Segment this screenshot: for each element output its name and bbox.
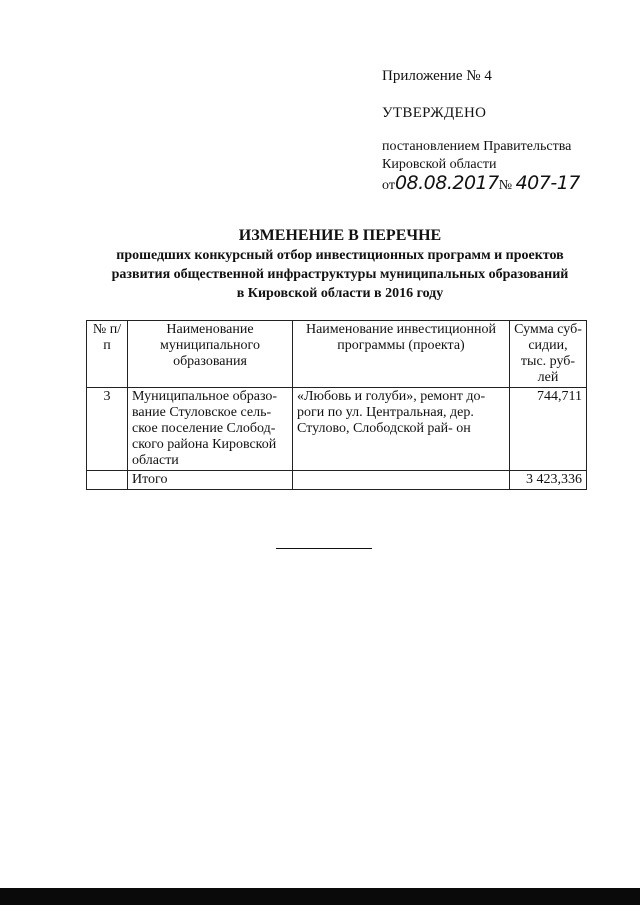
total-amount: 3 423,336: [510, 471, 587, 490]
total-project-empty: [293, 471, 510, 490]
header-municipality: Наименование муниципального образования: [128, 321, 293, 388]
table-header-row: [87, 321, 587, 388]
header-project: Наименование инвестиционной программы (проекта): [293, 321, 510, 388]
cell-amount: 744,711: [510, 388, 587, 471]
cell-project: «Любовь и голуби», ремонт до- роги по ул. Центральная, дер. Стулово, Слободской рай- он: [293, 388, 510, 471]
decree-date-line: [382, 172, 580, 194]
document-title: ИЗМЕНЕНИЕ В ПЕРЕЧНЕ: [238, 227, 442, 244]
cell-num: 3: [87, 388, 128, 471]
scan-edge-bar: [0, 888, 640, 905]
total-empty-cell: [87, 471, 128, 490]
table-row: [87, 388, 587, 471]
title-block: [60, 226, 620, 303]
header-num: № п/п: [87, 321, 128, 388]
subtitle-line-3: в Кировской области в 2016 году: [236, 286, 444, 301]
cell-municipality: Муниципальное образо- вание Стуловское сель- ское поселение Слобод- ского района Кировской области: [128, 388, 293, 471]
decree-number-prefix: №: [498, 178, 513, 193]
total-label: Итого: [128, 471, 293, 490]
approved-label: УТВЕРЖДЕНО: [382, 105, 487, 121]
decree-date-handwritten: 08.08.2017: [394, 172, 499, 194]
projects-table: [86, 320, 587, 490]
decree-date-prefix: от: [382, 178, 395, 193]
decree-text: постановлением Правительства Кировской области: [382, 139, 572, 172]
signature-line: [276, 548, 372, 549]
table-total-row: [87, 471, 587, 490]
appendix-label: Приложение № 4: [382, 68, 492, 84]
subtitle-line-2: развития общественной инфраструктуры муниципальных образований: [111, 267, 569, 282]
header-amount: Сумма суб- сидии, тыс. руб- лей: [510, 321, 587, 388]
subtitle-line-1: прошедших конкурсный отбор инвестиционных программ и проектов: [116, 248, 564, 263]
decree-number-handwritten: 407-17: [515, 172, 580, 194]
